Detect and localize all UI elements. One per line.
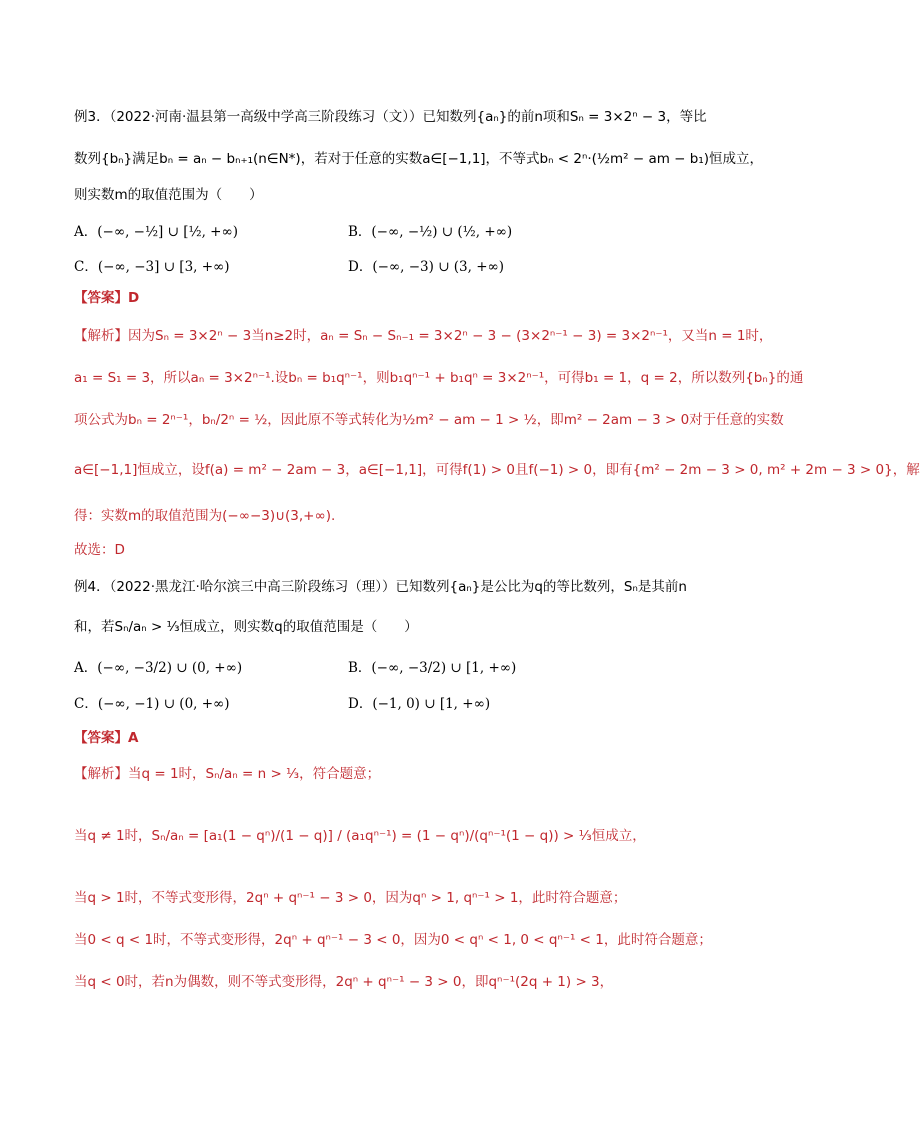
example-4-option-d: D．(−1, 0) ∪ [1, +∞)	[348, 696, 491, 712]
example-4-question-line-1: 例4．（2022·黑龙江·哈尔滨三中高三阶段练习（理））已知数列{aₙ}是公比为q的等比数列，Sₙ是其前n	[74, 579, 687, 595]
example-3-solution-line-5: 得：实数m的取值范围为(−∞−3)∪(3,+∞).	[74, 508, 336, 524]
example-3-option-d: D．(−∞, −3) ∪ (3, +∞)	[348, 259, 505, 275]
example-4-solution-line-1: 【解析】当q = 1时，Sₙ/aₙ = n > ⅓，符合题意；	[74, 766, 381, 782]
example-4-option-c: C．(−∞, −1) ∪ (0, +∞)	[74, 696, 230, 712]
example-3-question-line-1: 例3．（2022·河南·温县第一高级中学高三阶段练习（文））已知数列{aₙ}的前n项和Sₙ = 3×2ⁿ − 3，等比	[74, 109, 707, 125]
example-4-solution-line-5: 当q < 0时，若n为偶数，则不等式变形得，2qⁿ + qⁿ⁻¹ − 3 > 0，即qⁿ⁻¹(2q + 1) > 3，	[74, 974, 614, 990]
example-3-solution-line-1: 【解析】因为Sₙ = 3×2ⁿ − 3当n≥2时，aₙ = Sₙ − Sₙ₋₁ = 3×2ⁿ − 3 − (3×2ⁿ⁻¹ − 3) = 3×2ⁿ⁻¹，又当n = 1时，	[74, 328, 773, 344]
example-4-solution-line-3: 当q > 1时，不等式变形得，2qⁿ + qⁿ⁻¹ − 3 > 0，因为qⁿ > 1, qⁿ⁻¹ > 1，此时符合题意；	[74, 890, 627, 906]
example-3-question-line-3: 则实数m的取值范围为（ ）	[74, 187, 263, 203]
example-3-option-c: C．(−∞, −3] ∪ [3, +∞)	[74, 259, 230, 275]
example-3-solution-line-6: 故选：D	[74, 542, 125, 558]
example-3-solution-line-4: a∈[−1,1]恒成立，设f(a) = m² − 2am − 3，a∈[−1,1]，可得f(1) > 0且f(−1) > 0，即有{m² − 2m − 3 > 0, m² + 2m − 3 > 0}，解	[74, 462, 920, 478]
example-4-solution-line-4: 当0 < q < 1时，不等式变形得，2qⁿ + qⁿ⁻¹ − 3 < 0，因为0 < qⁿ < 1, 0 < qⁿ⁻¹ < 1，此时符合题意；	[74, 932, 712, 948]
example-4-option-b: B．(−∞, −3/2) ∪ [1, +∞)	[348, 660, 517, 676]
example-3-option-b: B．(−∞, −½) ∪ (½, +∞)	[348, 224, 513, 240]
example-4-question-line-2: 和，若Sₙ/aₙ > ⅓恒成立，则实数q的取值范围是（ ）	[74, 619, 418, 635]
example-4-answer: 【答案】A	[74, 730, 139, 746]
example-3-answer: 【答案】D	[74, 290, 140, 306]
example-3-option-a: A．(−∞, −½] ∪ [½, +∞)	[74, 224, 238, 240]
example-3-question-line-2: 数列{bₙ}满足bₙ = aₙ − bₙ₊₁(n∈N*)，若对于任意的实数a∈[−1,1]，不等式bₙ < 2ⁿ·(½m² − am − b₁)恒成立，	[74, 151, 764, 167]
example-3-solution-line-2: a₁ = S₁ = 3，所以aₙ = 3×2ⁿ⁻¹.设bₙ = b₁qⁿ⁻¹，则b₁qⁿ⁻¹ + b₁qⁿ = 3×2ⁿ⁻¹，可得b₁ = 1，q = 2，所以数列{bₙ}的通	[74, 370, 804, 386]
example-4-option-a: A．(−∞, −3/2) ∪ (0, +∞)	[74, 660, 243, 676]
example-4-solution-line-2: 当q ≠ 1时，Sₙ/aₙ = [a₁(1 − qⁿ)/(1 − q)] / (a₁qⁿ⁻¹) = (1 − qⁿ)/(qⁿ⁻¹(1 − q)) > ⅓恒成立，	[74, 828, 646, 844]
example-3-solution-line-3: 项公式为bₙ = 2ⁿ⁻¹，bₙ/2ⁿ = ½，因此原不等式转化为½m² − am − 1 > ½，即m² − 2am − 3 > 0对于任意的实数	[74, 412, 784, 428]
